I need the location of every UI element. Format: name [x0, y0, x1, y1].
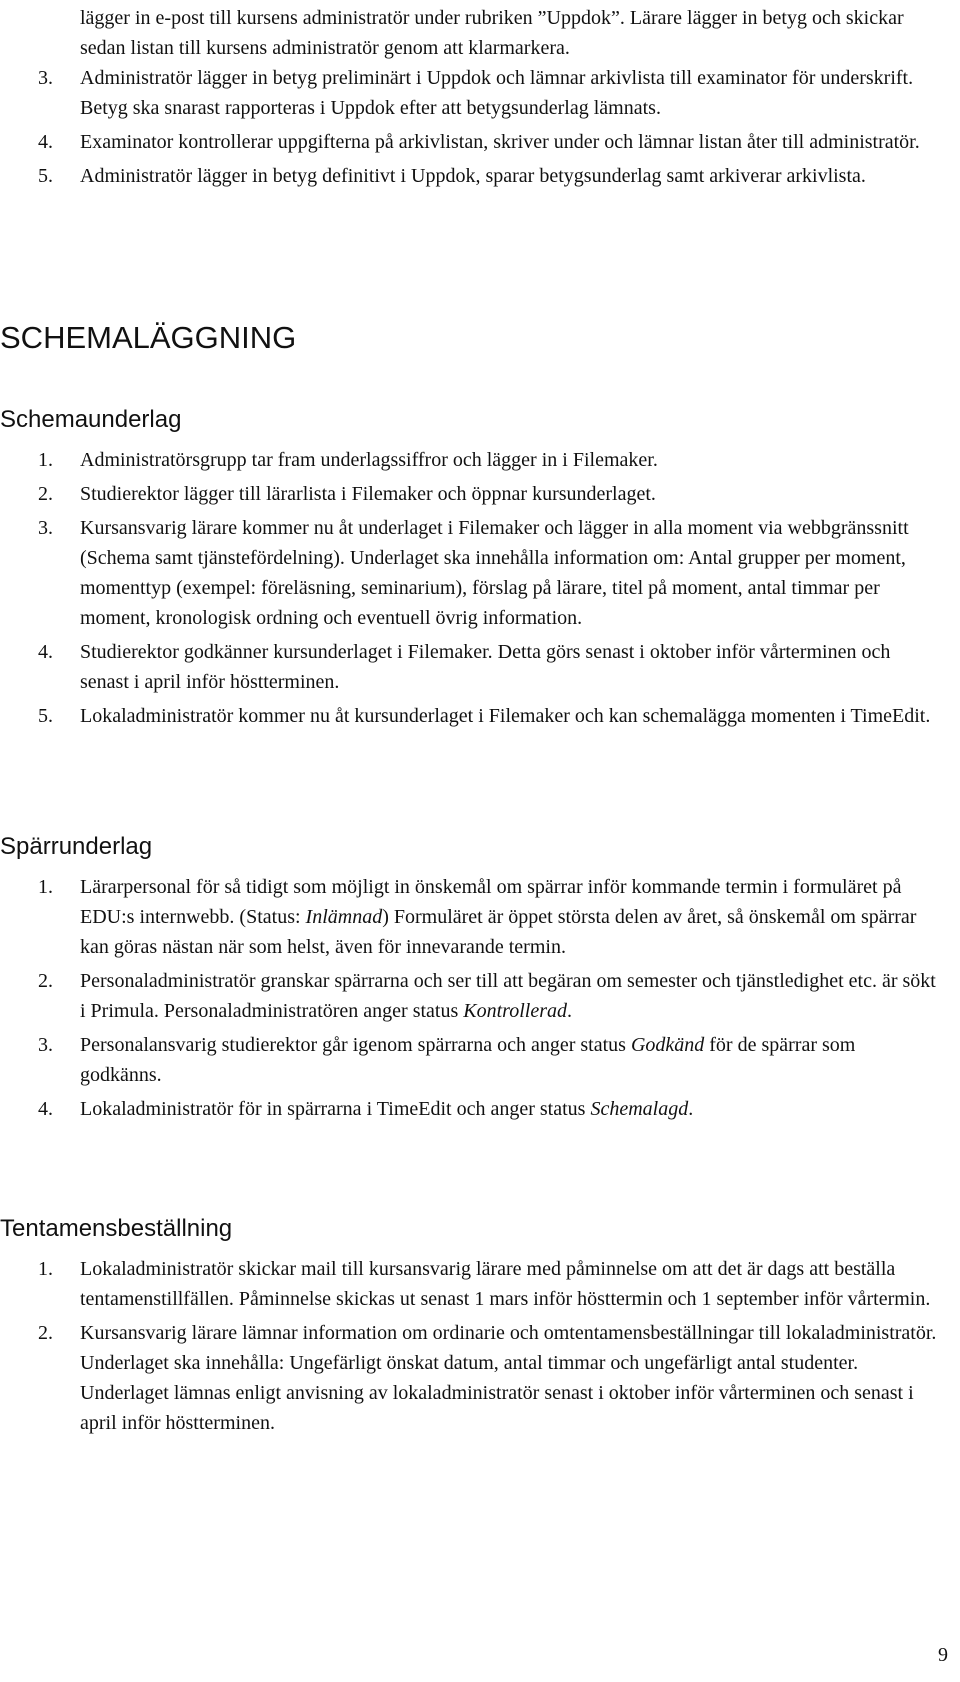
text-part: .	[566, 1000, 572, 1022]
list-item	[0, 513, 940, 633]
list-text: Administratör lägger in betyg definitivt i Uppdok, sparar betygsunderlag samt arkiverar arkivlista.	[80, 165, 866, 187]
tentamen-list	[0, 1254, 940, 1438]
list-number: 2.	[38, 970, 53, 992]
list-item	[0, 1030, 940, 1090]
status-name: Schemalagd	[590, 1098, 689, 1120]
subsection-heading: Schemaunderlag	[0, 406, 182, 433]
list-number: 3.	[38, 67, 53, 89]
list-item	[0, 127, 940, 157]
text-part: Lärarpersonal för så tidigt som möjligt in önskemål om spärrar inför kommande termin i formuläret på EDU:s internwebb. (Status:	[80, 876, 902, 928]
status-name: Godkänd	[630, 1034, 705, 1056]
list-text: Lokaladministratör skickar mail till kursansvarig lärare med påminnelse om att det är dags att beställa tentamenstillfällen. Påminnelse skickas ut senast 1 mars inför hösttermin och 1 september inför vårtermin.	[80, 1258, 931, 1310]
list-number: 5.	[38, 165, 53, 187]
list-item	[0, 161, 940, 191]
list-text	[80, 970, 936, 1022]
list-number: 2.	[38, 483, 53, 505]
section-title: SCHEMALÄGGNING	[0, 320, 297, 355]
list-item	[0, 637, 940, 697]
list-number: 5.	[38, 705, 53, 727]
list-item	[0, 701, 940, 731]
list-number: 4.	[38, 641, 53, 663]
list-text: Kursansvarig lärare lämnar information om ordinarie och omtentamensbeställningar till lokaladministratör. Underlaget ska innehålla: Ungefärligt önskat datum, antal timmar och ungefärligt antal studenter. Underlaget lämnas enligt anvisning av lokaladministratör senast i oktober inför vårterminen och senast i april inför höstterminen.	[80, 1322, 937, 1434]
status-name: Inlämnad	[305, 906, 383, 928]
list-item	[0, 872, 940, 962]
list-item	[0, 1094, 940, 1124]
list-number: 1.	[38, 449, 53, 471]
sparrunderlag-list	[0, 872, 940, 1124]
list-number: 1.	[38, 876, 53, 898]
schemaunderlag-section	[0, 405, 940, 735]
list-number: 3.	[38, 1034, 53, 1056]
list-item	[0, 63, 940, 123]
list-item	[0, 966, 940, 1026]
list-text	[80, 876, 916, 958]
subsection-heading: Tentamensbeställning	[0, 1215, 233, 1242]
text-part: Personaladministratör granskar spärrarna och ser till att begäran om semester och tjänstledighet etc. är sökt i Primula. Personaladministratören anger status	[80, 970, 936, 1022]
list-number: 2.	[38, 1322, 53, 1344]
text-part: ) Formuläret är öppet största delen av året, så önskemål om spärrar kan göras nästan när som helst, även för innevarande termin.	[80, 906, 917, 958]
text-part: .	[688, 1098, 694, 1120]
list-text	[80, 1034, 855, 1086]
schemaunderlag-list	[0, 445, 940, 731]
list-text: Administratörsgrupp tar fram underlagssiffror och lägger in i Filemaker.	[80, 449, 658, 471]
list-text: Lokaladministratör kommer nu åt kursunderlaget i Filemaker och kan schemalägga momenten i TimeEdit.	[80, 705, 931, 727]
list-number: 4.	[38, 1098, 53, 1120]
list-text: Studierektor godkänner kursunderlaget i Filemaker. Detta görs senast i oktober inför vårterminen och senast i april inför höstterminen.	[80, 641, 891, 693]
previous-steps-list	[0, 63, 940, 195]
list-number: 4.	[38, 131, 53, 153]
text-part: Personalansvarig studierektor går igenom spärrarna och anger status	[80, 1034, 631, 1056]
subsection-heading: Spärrunderlag	[0, 833, 153, 860]
tentamen-section	[0, 1214, 940, 1442]
text-part: Lokaladministratör för in spärrarna i TimeEdit och anger status	[80, 1098, 591, 1120]
list-item	[0, 1254, 940, 1314]
list-item	[0, 479, 940, 509]
list-text	[80, 1098, 693, 1120]
page-number: 9	[938, 1644, 948, 1666]
list-text: Examinator kontrollerar uppgifterna på arkivlistan, skriver under och lämnar listan åter till administratör.	[80, 131, 920, 153]
list-text: Administratör lägger in betyg preliminärt i Uppdok och lämnar arkivlista till examinator för underskrift. Betyg ska snarast rapporteras i Uppdok efter att betygsunderlag lämnats.	[80, 67, 914, 119]
status-name: Kontrollerad	[463, 1000, 567, 1022]
text-part: för de spärrar som godkänns.	[80, 1034, 856, 1086]
list-item	[0, 445, 940, 475]
sparrunderlag-section	[0, 832, 940, 1128]
list-item	[0, 1318, 940, 1438]
list-text: Kursansvarig lärare kommer nu åt underlaget i Filemaker och lägger in alla moment via webbgränssnitt (Schema samt tjänstefördelning). Underlaget ska innehålla information om: Antal grupper per moment, momenttyp (exempel: föreläsning, seminarium), förslag på lärare, titel på moment, antal timmar per moment, kronologisk ordning och eventuell övrig information.	[80, 517, 909, 629]
continued-paragraph: lägger in e-post till kursens administratör under rubriken ”Uppdok”. Lärare lägger in betyg och skickar sedan listan till kursens administratör genom att klarmarkera.	[80, 7, 904, 59]
list-number: 1.	[38, 1258, 53, 1280]
list-text: Studierektor lägger till lärarlista i Filemaker och öppnar kursunderlaget.	[80, 483, 656, 505]
list-number: 3.	[38, 517, 53, 539]
